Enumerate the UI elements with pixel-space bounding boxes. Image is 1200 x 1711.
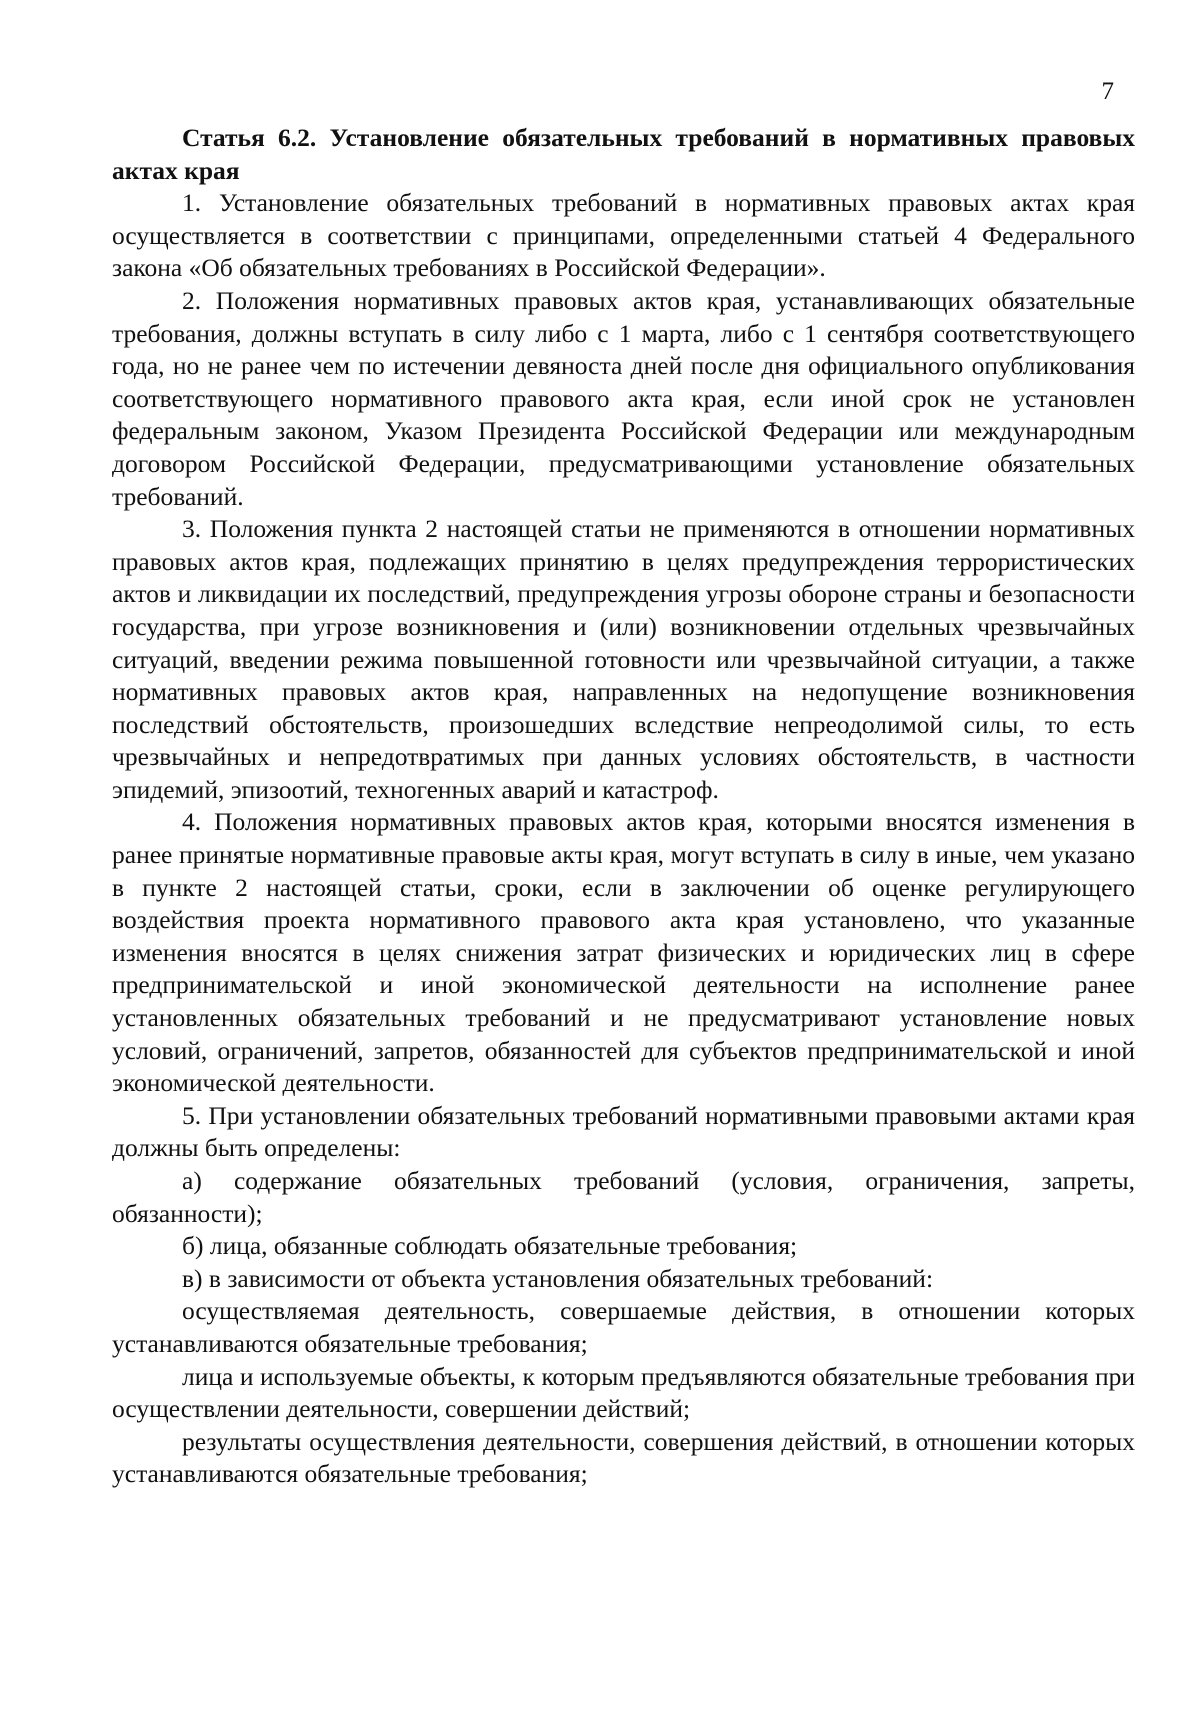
- article-body: [112, 122, 1135, 1491]
- paragraph-5v-persons: лица и используемые объекты, к которым предъявляются обязательные требования при осуществлении деятельности, совершении действий;: [112, 1361, 1135, 1424]
- article-heading: Статья 6.2. Установление обязательных требований в нормативных правовых актах края: [112, 123, 1135, 185]
- paragraph-5v-activity: осуществляемая деятельность, совершаемые действия, в отношении которых устанавливаются обязательные требования;: [112, 1296, 1135, 1358]
- paragraph-1: 1. Установление обязательных требований в нормативных правовых актах края осуществляется в соответствии с принципами, определенными статьей 4 Федерального закона «Об обязательных требованиях в Российской Федерации».: [112, 188, 1135, 283]
- paragraph-5: 5. При установлении обязательных требований нормативными правовыми актами края должны быть определены:: [112, 1100, 1135, 1163]
- paragraph-5v: в) в зависимости от объекта установления обязательных требований:: [182, 1263, 934, 1293]
- paragraph-5a: а) содержание обязательных требований (условия, ограничения, запреты, обязанности);: [112, 1166, 1135, 1228]
- paragraph-4: 4. Положения нормативных правовых актов края, которыми вносятся изменения в ранее принятые нормативные правовые акты края, могут вступать в силу в иные, чем указано в пункте 2 настоящей статьи, сроки, если в заключении об оценке регулирующего воздействия проекта нормативного правового акта края установлено, что указанные изменения вносятся в целях снижения затрат физических и юридических лиц в сфере предпринимательской и иной экономической деятельности на исполнение ранее установленных обязательных требований и не предусматривают установление новых условий, ограничений, запретов, обязанностей для субъектов предпринимательской и иной экономической деятельности.: [112, 807, 1135, 1098]
- paragraph-2: 2. Положения нормативных правовых актов края, устанавливающих обязательные требования, должны вступать в силу либо с 1 марта, либо с 1 сентября соответствующего года, но не ранее чем по истечении девяноста дней после дня официального опубликования соответствующего нормативного правового акта края, если иной срок не установлен федеральным законом, Указом Президента Российской Федерации или международным договором Российской Федерации, предусматривающими установление обязательных требований.: [112, 285, 1135, 511]
- paragraph-3: 3. Положения пункта 2 настоящей статьи не применяются в отношении нормативных правовых актов края, подлежащих принятию в целях предупреждения террористических актов и ликвидации их последствий, предупреждения угрозы обороне страны и безопасности государства, при угрозе возникновения и (или) возникновении отдельных чрезвычайных ситуаций, введении режима повышенной готовности или чрезвычайной ситуации, а также нормативных правовых актов края, направленных на недопущение возникновения последствий обстоятельств, произошедших вследствие непреодолимой силы, то есть чрезвычайных и непредотвратимых при данных условиях обстоятельств, в частности эпидемий, эпизоотий, техногенных аварий и катастроф.: [112, 514, 1135, 804]
- page-number: 7: [1101, 78, 1114, 105]
- paragraph-5v-results: результаты осуществления деятельности, совершения действий, в отношении которых устанавливаются обязательные требования;: [112, 1426, 1135, 1489]
- paragraph-5b: б) лица, обязанные соблюдать обязательные требования;: [182, 1231, 798, 1261]
